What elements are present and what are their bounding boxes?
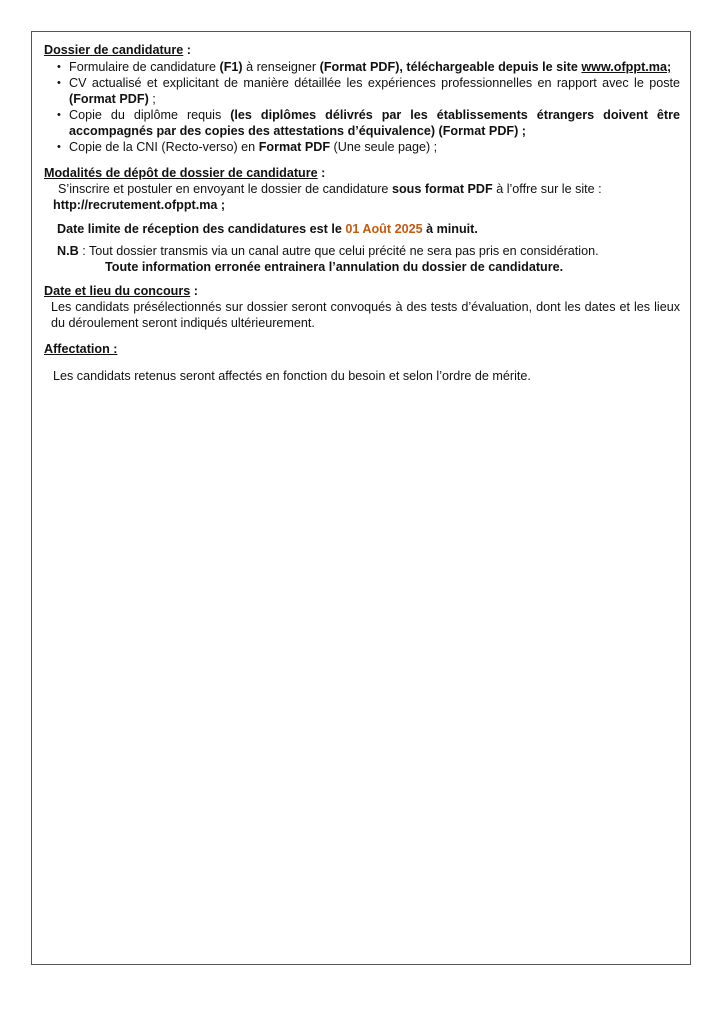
paragraph-text: à l’offre sur le site :	[492, 182, 602, 196]
section-concours-title	[44, 283, 680, 299]
section-heading: Date et lieu du concours	[44, 284, 191, 298]
ofppt-site-link[interactable]: www.ofppt.ma;	[581, 60, 672, 74]
section-concours	[44, 283, 680, 331]
nb-warning: Toute information erronée entrainera l’annulation du dossier de candidature.	[105, 260, 564, 274]
item-text: ;	[148, 92, 156, 106]
nb-line	[44, 243, 680, 259]
recruitment-site-link[interactable]: http://recrutement.ofppt.ma ;	[53, 198, 226, 212]
recruitment-url-line	[44, 197, 680, 213]
section-modalites	[44, 165, 680, 275]
section-heading: Dossier de candidature	[44, 43, 184, 57]
item-text: Copie du diplôme requis	[69, 108, 231, 122]
list-item	[44, 75, 680, 107]
deadline-line	[44, 221, 680, 237]
modalites-text	[44, 181, 680, 197]
list-item	[44, 59, 680, 75]
item-bold: (Format PDF)	[69, 92, 149, 106]
deadline-text: Date limite de réception des candidatures est le	[57, 222, 346, 236]
document-body	[44, 42, 680, 384]
heading-colon: :	[183, 43, 191, 57]
deadline-date: 01 Août 2025	[345, 222, 423, 236]
nb-text: : Tout dossier transmis via un canal autre que celui précité ne sera pas pris en considération.	[78, 244, 599, 258]
item-text: à renseigner	[242, 60, 320, 74]
nb-label: N.B	[57, 244, 79, 258]
section-dossier	[44, 42, 680, 155]
heading-colon: :	[190, 284, 198, 298]
item-bold: (Format PDF), téléchargeable depuis le site	[319, 60, 582, 74]
section-dossier-title	[44, 42, 680, 58]
item-bold: Format PDF	[258, 140, 331, 154]
heading-colon: :	[317, 166, 326, 180]
list-item	[44, 107, 680, 139]
item-bold: (les diplômes délivrés par les établissements étrangers doivent être accompagnés par des copies des attestations d’équivalence) (Format PDF) ;	[69, 108, 680, 138]
affectation-text: Les candidats retenus seront affectés en fonction du besoin et selon l’ordre de mérite.	[53, 369, 531, 383]
item-text: Formulaire de candidature	[69, 60, 220, 74]
list-item	[44, 139, 680, 155]
concours-text: Les candidats présélectionnés sur dossier seront convoqués à des tests d’évaluation, dont les dates et les lieux du déroulement seront indiqués ultérieurement.	[51, 300, 680, 330]
section-heading: Modalités de dépôt de dossier de candidature	[44, 166, 318, 180]
item-text: (Une seule page) ;	[330, 140, 438, 154]
item-text: Copie de la CNI (Recto-verso) en	[69, 140, 259, 154]
section-modalites-title	[44, 165, 680, 181]
item-text: CV actualisé et explicitant de manière détaillée les expériences professionnelles en rapport avec le poste	[69, 76, 680, 90]
paragraph-bold: sous format PDF	[391, 182, 493, 196]
deadline-text: à minuit.	[422, 222, 478, 236]
paragraph-text: S’inscrire et postuler en envoyant le dossier de candidature	[58, 182, 392, 196]
dossier-list	[44, 59, 680, 155]
section-affectation	[44, 341, 680, 384]
item-bold: (F1)	[219, 60, 243, 74]
section-heading: Affectation :	[44, 342, 118, 356]
